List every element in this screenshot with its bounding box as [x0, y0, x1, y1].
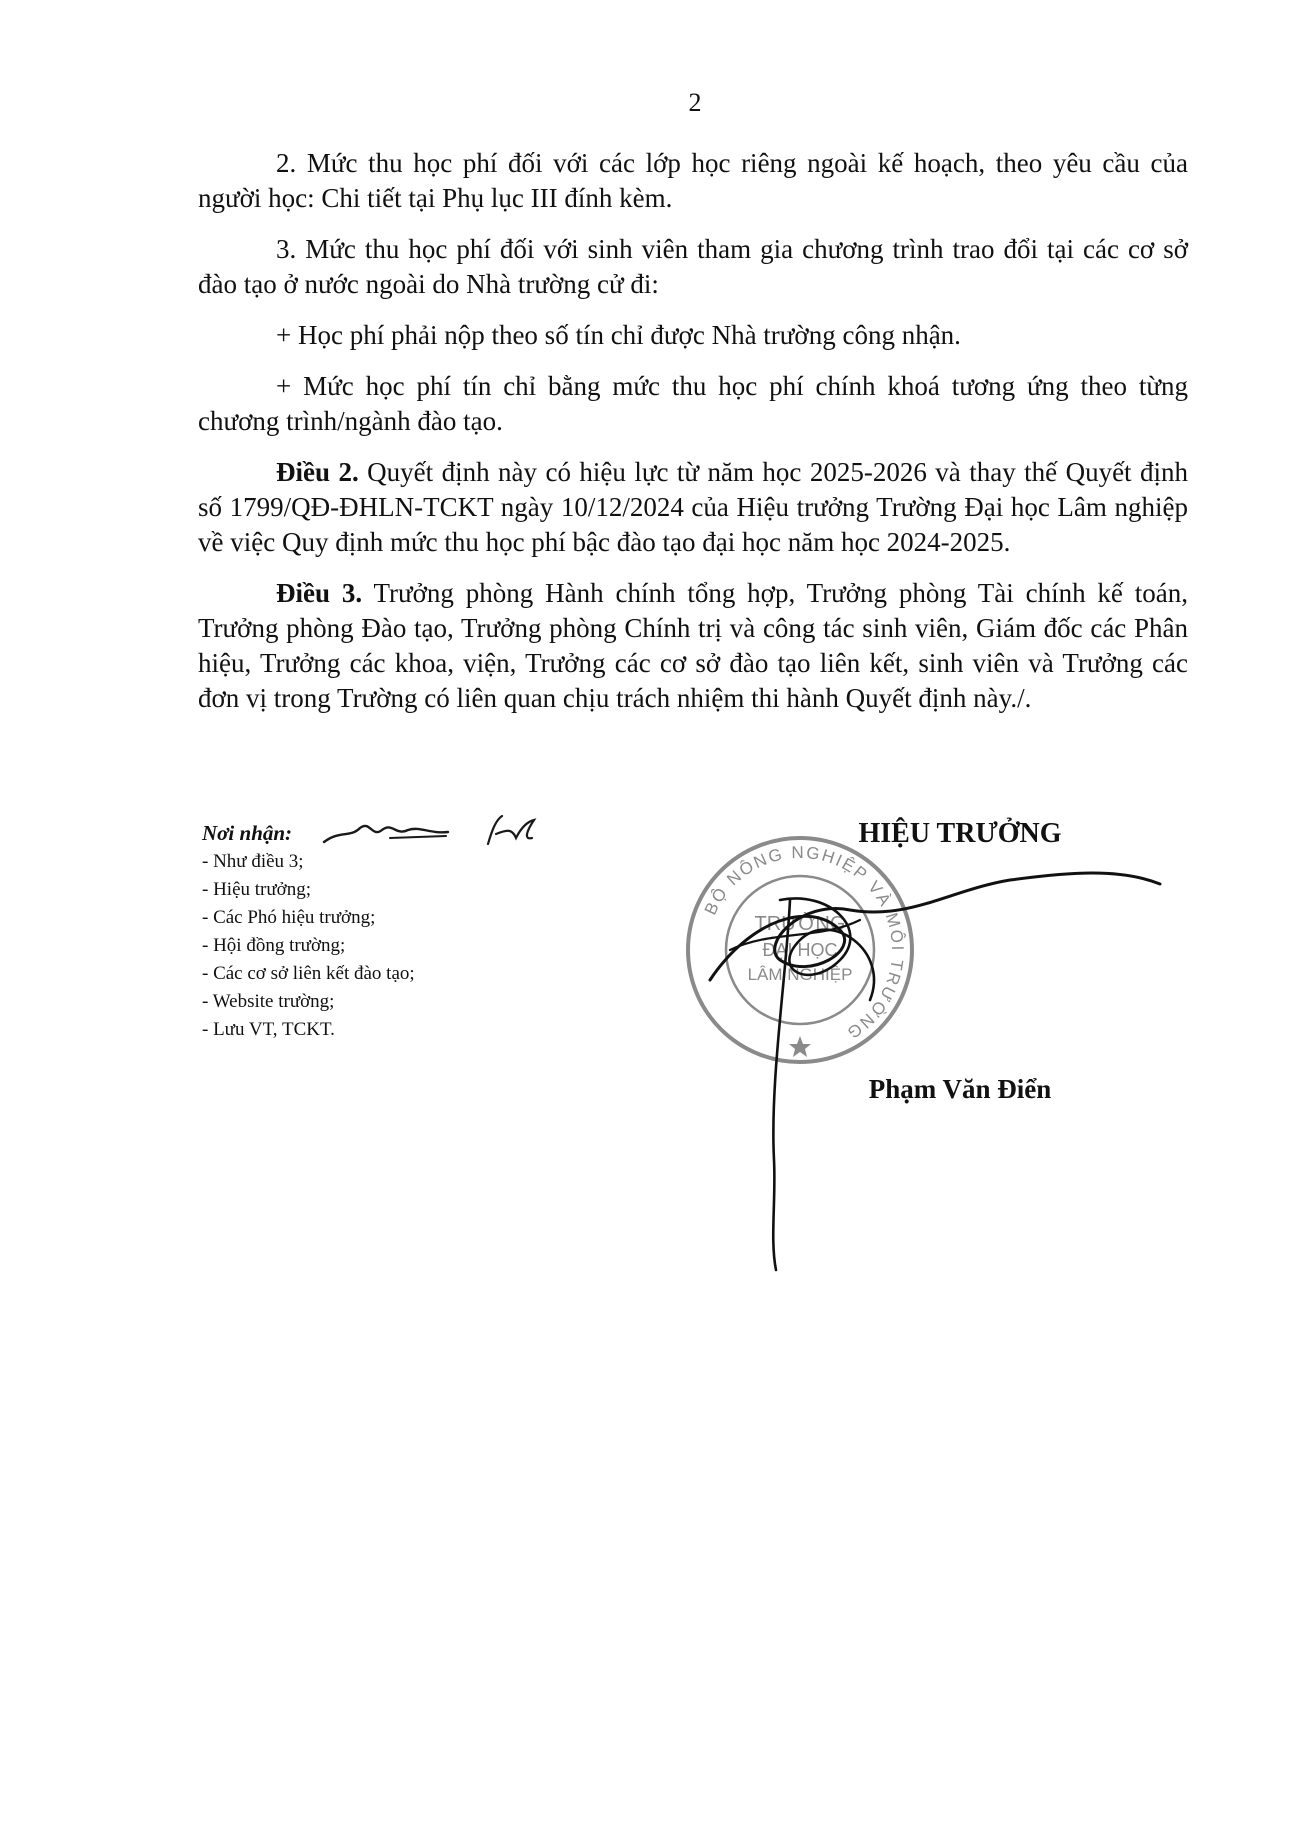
recipient-item: - Hội đồng trường; [202, 935, 346, 956]
article-3-text: Trưởng phòng Hành chính tổng hợp, Trưởng phòng Tài chính kế toán, Trưởng phòng Đào tạo, Trưởng phòng Chính trị và công tác sinh viên, Giám đốc các Phân hiệu, Trưởng các khoa, viện, Trưởng các cơ sở đào tạo liên kết, sinh viên và Trưởng các đơn vị trong Trường có liên quan chịu trách nhiệm thi hành Quyết định này./. [198, 578, 1189, 713]
seal-ring-text: BỘ NÔNG NGHIỆP VÀ MÔI TRƯỜNG [700, 842, 908, 1044]
seal-line: ĐẠI HỌC [762, 940, 838, 960]
page-number: 2 [688, 88, 702, 117]
document-body [198, 146, 1188, 732]
initials-signature [320, 808, 560, 858]
seal-line: LÂM NGHIỆP [747, 965, 853, 984]
article-2 [198, 455, 1188, 560]
article-3-heading: Điều 3. [276, 578, 363, 608]
paragraph-text: 3. Mức thu học phí đối với sinh viên tham gia chương trình trao đổi tại các cơ sở đào tạo ở nước ngoài do Nhà trường cử đi: [198, 234, 1188, 299]
signer-title: HIỆU TRƯỞNG [858, 818, 1062, 849]
recipient-item: - Hiệu trưởng; [202, 879, 311, 900]
recipient-item: - Như điều 3; [202, 851, 304, 872]
recipient-item: - Các Phó hiệu trưởng; [202, 907, 376, 928]
paragraph-fee-exchange [198, 232, 1188, 302]
paragraph-exchange-rate [198, 369, 1188, 439]
seal-line: TRƯỜNG [754, 913, 846, 935]
paragraph-text: + Học phí phải nộp theo số tín chỉ được Nhà trường công nhận. [276, 320, 961, 350]
recipient-item: - Các cơ sở liên kết đào tạo; [202, 963, 415, 984]
main-signature [690, 860, 1170, 1280]
paragraph-text: 2. Mức thu học phí đối với các lớp học riêng ngoài kế hoạch, theo yêu cầu của người học: Chi tiết tại Phụ lục III đính kèm. [198, 148, 1188, 213]
paragraph-text: + Mức học phí tín chỉ bằng mức thu học phí chính khoá tương ứng theo từng chương trình/ngành đào tạo. [198, 371, 1188, 436]
article-2-text: Quyết định này có hiệu lực từ năm học 2025-2026 và thay thế Quyết định số 1799/QĐ-ĐHLN-TCKT ngày 10/12/2024 của Hiệu trưởng Trường Đại học Lâm nghiệp về việc Quy định mức thu học phí bậc đào tạo đại học năm học 2024-2025. [198, 457, 1189, 557]
recipient-item: - Website trường; [202, 991, 335, 1012]
recipients-heading: Nơi nhận: [202, 821, 293, 845]
article-2-heading: Điều 2. [276, 457, 359, 487]
signer-name: Phạm Văn Điển [868, 1074, 1052, 1104]
paragraph-fee-extra-classes [198, 146, 1188, 216]
recipient-item: - Lưu VT, TCKT. [202, 1019, 335, 1040]
paragraph-exchange-credits [198, 318, 1188, 353]
article-3 [198, 576, 1188, 716]
